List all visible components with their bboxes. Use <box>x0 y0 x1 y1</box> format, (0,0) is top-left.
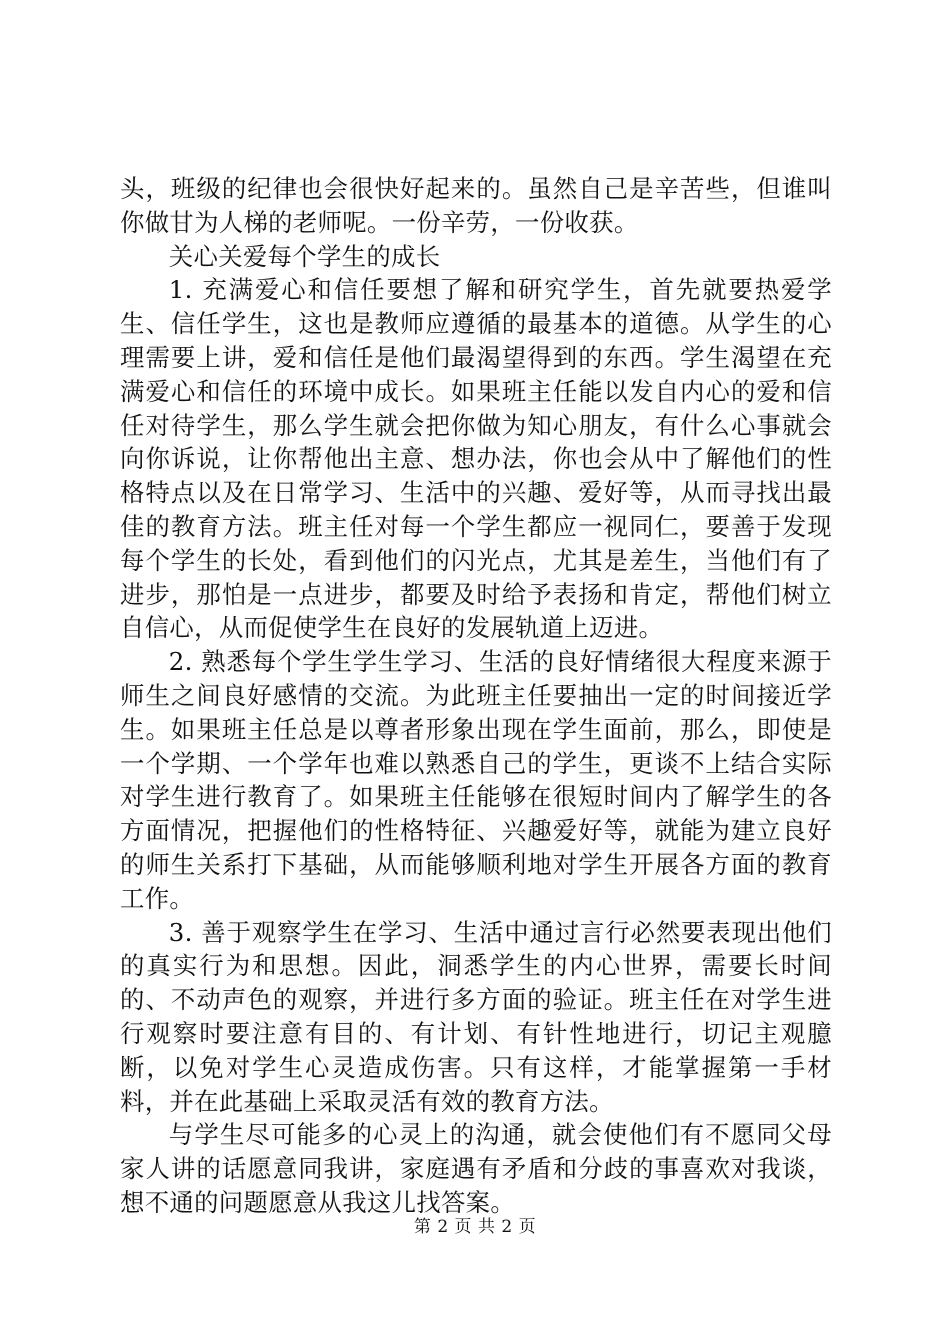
paragraph-closing: 与学生尽可能多的心灵上的沟通，就会使他们有不愿同父母家人讲的话愿意同我讲，家庭遇有矛盾和分歧的事喜欢对我谈，想不通的问题愿意从我这儿找答案。 <box>120 1120 832 1217</box>
document-body <box>120 172 832 1220</box>
section-heading: 关心关爱每个学生的成长 <box>168 241 441 271</box>
paragraph-point-2: 2. 熟悉每个学生学生学习、生活的良好情绪很大程度来源于师生之间良好感情的交流。为此班主任要抽出一定的时间接近学生。如果班主任总是以尊者形象出现在学生面前，那么，即使是一个学期、一个学年也难以熟悉自己的学生，更谈不上结合实际对学生进行教育了。如果班主任能够在很短时间内了解学生的各方面情况，把握他们的性格特征、兴趣爱好等，就能为建立良好的师生关系打下基础，从而能够顺利地对学生开展各方面的教育工作。 <box>120 647 832 913</box>
paragraph-point-1: 1. 充满爱心和信任要想了解和研究学生，首先就要热爱学生、信任学生，这也是教师应遵循的最基本的道德。从学生的心理需要上讲，爱和信任是他们最渴望得到的东西。学生渴望在充满爱心和信任的环境中成长。如果班主任能以发自内心的爱和信任对待学生，那么学生就会把你做为知心朋友，有什么心事就会向你诉说，让你帮他出主意、想办法，你也会从中了解他们的性格特点以及在日常学习、生活中的兴趣、爱好等，从而寻找出最佳的教育方法。班主任对每一个学生都应一视同仁，要善于发现每个学生的长处，看到他们的闪光点，尤其是差生，当他们有了进步，那怕是一点进步，都要及时给予表扬和肯定，帮他们树立自信心，从而促使学生在良好的发展轨道上迈进。 <box>120 275 832 643</box>
page-number-footer: 第 2 页 共 2 页 <box>413 1217 537 1237</box>
paragraph-continuation: 头，班级的纪律也会很快好起来的。虽然自己是辛苦些，但谁叫你做甘为人梯的老师呢。一份辛劳，一份收获。 <box>120 174 832 237</box>
paragraph-point-3: 3. 善于观察学生在学习、生活中通过言行必然要表现出他们的真实行为和思想。因此，洞悉学生的内心世界，需要长时间的、不动声色的观察，并进行多方面的验证。班主任在对学生进行观察时要注意有目的、有计划、有针性地进行，切记主观臆断，以免对学生心灵造成伤害。只有这样，才能掌握第一手材料，并在此基础上采取灵活有效的教育方法。 <box>120 917 832 1116</box>
